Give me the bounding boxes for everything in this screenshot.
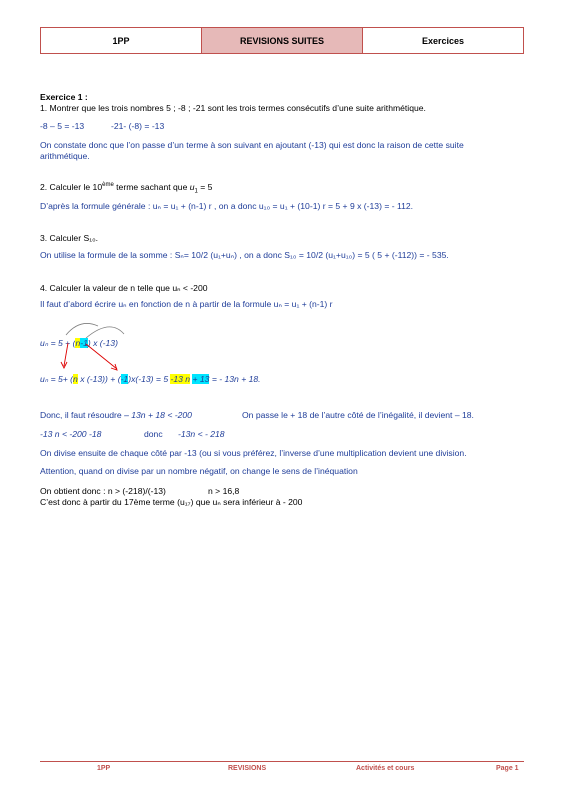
solve-line-2 <box>40 429 225 440</box>
q2-text-c: = 5 <box>197 182 213 192</box>
q2-text-b: terme sachant que <box>113 182 190 192</box>
question-3: 3. Calculer S₁₀. <box>40 233 99 243</box>
eq2-b: x (-13)) + ( <box>77 374 121 384</box>
solve2-b: donc <box>144 429 163 439</box>
calc-1: -8 – 5 = -13 <box>40 121 85 131</box>
answer-3: On utilise la formule de la somme : Sₙ= 10/2 (u₁+uₙ) , on a donc S₁₀ = 10/2 (u₁+u₁₀) = 5 ( 5 + (-112)) = - 535. <box>40 250 449 260</box>
eq2-d: = - 13n + 18. <box>209 374 261 384</box>
footer-class: 1PP <box>97 765 111 772</box>
solve1-b: – 13n + 18 < -200 <box>124 410 192 420</box>
answer-4-intro: Il faut d’abord écrire uₙ en fonction de n à partir de la formule uₙ = u₁ + (n-1) r <box>40 299 333 309</box>
eq1-a: uₙ = 5 + ( <box>40 338 76 348</box>
solve2-a: -13 n < -200 -18 <box>40 429 102 439</box>
question-1: 1. Montrer que les trois nombres 5 ; -8 ; -21 sont les trois termes consécutifs d’une suite arithmétique. <box>40 103 426 113</box>
eq1-minus1: -1 <box>80 338 88 348</box>
q2-text: 2. Calculer le 10 <box>40 182 103 192</box>
result-line-2: C’est donc à partir du 17ème terme (u₁₇) que uₙ sera inférieur à - 200 <box>40 497 303 507</box>
eq1-n: n <box>75 338 81 348</box>
header-type: Exercices <box>421 35 465 46</box>
header-title: REVISIONS SUITES <box>201 28 363 53</box>
divide-line: On divise ensuite de chaque côté par -13 (ou si vous préférez, l’inverse d’une multiplication devient une division. <box>40 448 467 458</box>
attention-line: Attention, quand on divise par un nombre négatif, on change le sens de l’inéquation <box>40 466 358 476</box>
eq2-a: uₙ = 5+ ( <box>40 374 74 384</box>
question-2: 2. Calculer le 10ème terme sachant que $u_1 = 5$ <box>40 182 213 195</box>
eq2-minus1: -1 <box>120 374 129 384</box>
question-4: 4. Calculer la valeur de n telle que uₙ < -200 <box>40 283 208 293</box>
solve-line-1 <box>40 410 474 421</box>
calc-2: -21- (-8) = -13 <box>110 121 165 131</box>
answer-1-line1: On constate donc que l’on passe d’un terme à son suivant en ajoutant (-13) qui est donc la raison de cette suite <box>40 140 464 150</box>
answer-1-line2: arithmétique. <box>40 151 90 161</box>
footer-rule <box>40 761 524 762</box>
eq1-b: ) x (-13) <box>87 338 118 348</box>
equation-2 <box>40 374 261 385</box>
eq2-13n: -13 n <box>170 374 191 384</box>
exercise-title: Exercice 1 : <box>40 92 88 102</box>
solve1-c: On passe le + 18 de l’autre côté de l’inégalité, il devient – 18. <box>242 410 474 420</box>
solve2-c: -13n < - 218 <box>178 429 225 439</box>
footer-page: Page 1 <box>496 765 519 772</box>
header-class: 1PP <box>112 35 130 46</box>
answer-2: D’après la formule générale : uₙ = u₁ + (n-1) r , on a donc u₁₀ = u₁ + (10-1) r = 5 + 9 x (-13) = - 112. <box>40 201 414 211</box>
footer-title: REVISIONS <box>228 765 267 772</box>
q2-sup: ème <box>102 182 114 189</box>
eq2-n: n <box>73 374 78 384</box>
eq2-c: )x(-13) = 5 <box>128 374 171 384</box>
result-line-1 <box>40 486 240 497</box>
eq2-plus13: + 13 <box>192 374 210 384</box>
solve1-a: Donc, il faut résoudre <box>40 410 125 420</box>
footer-section: Activités et cours <box>356 765 415 772</box>
result1-a: On obtient donc : n > (-218)/(-13) <box>40 486 166 496</box>
result1-b: n > 16,8 <box>208 486 240 496</box>
